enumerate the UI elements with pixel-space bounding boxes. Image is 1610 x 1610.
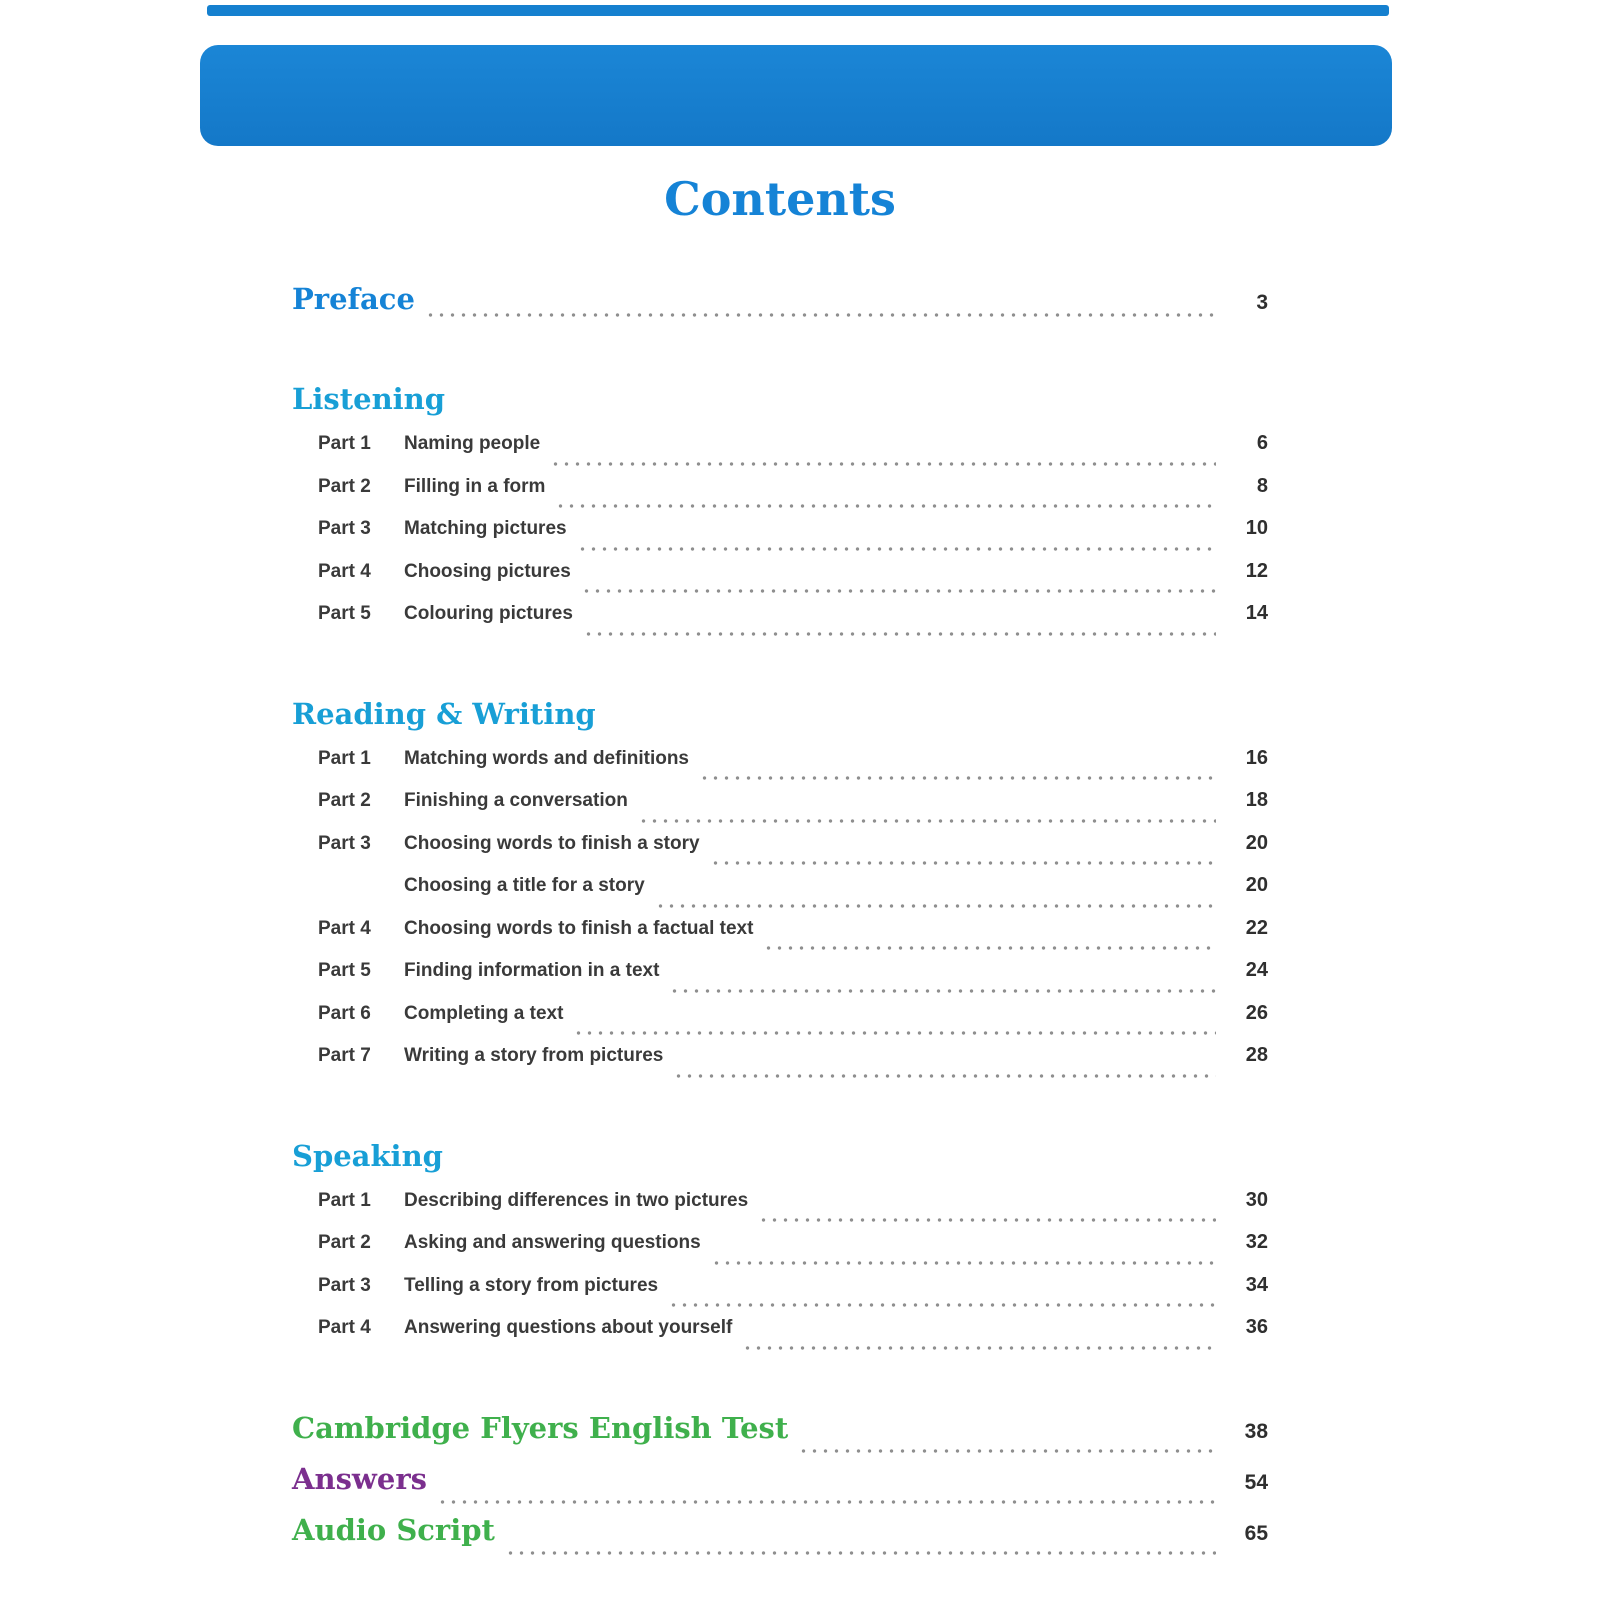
dot-leader <box>763 944 1216 952</box>
section-heading: Reading & Writing <box>292 696 596 731</box>
page-number: 22 <box>1245 916 1268 939</box>
part-label: Part 3 <box>318 832 371 854</box>
toc-row <box>318 789 1268 832</box>
item-title: Choosing a title for a story <box>404 875 645 896</box>
part-label: Part 2 <box>318 475 371 497</box>
page-number: 26 <box>1245 1001 1268 1024</box>
section-items <box>292 432 1268 645</box>
part-label: Part 6 <box>318 1002 371 1024</box>
item-title: Filling in a form <box>404 475 546 497</box>
dot-leader <box>437 1498 1216 1506</box>
dot-leader <box>550 460 1216 468</box>
dot-leader <box>742 1344 1216 1352</box>
dot-leader <box>638 817 1216 825</box>
item-title: Matching words and definitions <box>404 747 689 769</box>
page-number: 8 <box>1256 474 1268 497</box>
toc-row <box>318 602 1268 645</box>
item-title: Writing a story from pictures <box>404 1045 664 1066</box>
section-heading: Speaking <box>292 1138 443 1173</box>
part-label: Part 2 <box>318 790 371 811</box>
dot-leader <box>699 774 1216 782</box>
dot-leader <box>669 987 1216 995</box>
item-title: Colouring pictures <box>404 603 573 624</box>
toc-sections <box>292 382 1268 1359</box>
dot-leader <box>758 1216 1216 1224</box>
dot-leader <box>555 502 1216 510</box>
part-label: Part 1 <box>318 433 371 454</box>
dot-leader <box>655 902 1216 910</box>
item-title: Telling a story from pictures <box>404 1274 659 1296</box>
toc-row <box>318 747 1268 790</box>
part-label: Part 3 <box>318 518 371 539</box>
page-number: 30 <box>1245 1188 1268 1211</box>
dot-leader <box>577 545 1216 553</box>
toc-section <box>292 382 1268 645</box>
toc-content <box>292 0 1268 1564</box>
page-number: 18 <box>1245 789 1268 811</box>
page-number: 38 <box>1244 1419 1268 1443</box>
entry-label: Answers <box>292 1461 427 1496</box>
toc-row <box>318 874 1268 917</box>
dot-leader <box>673 1072 1216 1080</box>
page-number: 34 <box>1245 1273 1268 1296</box>
item-title: Naming people <box>404 433 541 454</box>
page-number: 10 <box>1245 517 1268 539</box>
end-entries <box>292 1411 1268 1564</box>
section-items <box>292 1189 1268 1359</box>
dot-leader <box>581 587 1216 595</box>
part-label: Part 5 <box>318 960 371 981</box>
page-number: 24 <box>1245 959 1268 981</box>
page-number: 65 <box>1244 1521 1268 1545</box>
toc-major-row <box>292 282 1268 326</box>
toc-row <box>318 432 1268 475</box>
toc-row <box>318 832 1268 875</box>
item-title: Asking and answering questions <box>404 1232 701 1253</box>
dot-leader <box>710 859 1216 867</box>
page-title: Contents <box>664 172 896 226</box>
item-title: Describing differences in two pictures <box>404 1189 749 1211</box>
page-number: 16 <box>1245 746 1268 769</box>
toc-row <box>318 517 1268 560</box>
page-number: 20 <box>1245 874 1268 896</box>
toc-row <box>318 1189 1268 1232</box>
item-title: Completing a text <box>404 1002 564 1024</box>
page-number: 6 <box>1256 432 1268 454</box>
part-label: Part 5 <box>318 603 371 624</box>
toc-row <box>318 475 1268 518</box>
dot-leader <box>668 1301 1216 1309</box>
toc-row <box>318 1231 1268 1274</box>
part-label: Part 1 <box>318 747 371 769</box>
dot-leader <box>583 630 1216 638</box>
page-number: 32 <box>1245 1231 1268 1253</box>
toc-major-row <box>292 1513 1268 1564</box>
page-number: 54 <box>1244 1470 1268 1494</box>
part-label: Part 3 <box>318 1274 371 1296</box>
toc-row <box>318 1044 1268 1087</box>
part-label: Part 7 <box>318 1045 371 1066</box>
dot-leader <box>711 1259 1216 1267</box>
page-number: 12 <box>1245 559 1268 582</box>
item-title: Answering questions about yourself <box>404 1317 733 1338</box>
dot-leader <box>425 311 1216 319</box>
entry-label: Preface <box>292 282 415 316</box>
page-number: 14 <box>1245 602 1268 624</box>
item-title: Matching pictures <box>404 518 567 539</box>
toc-row <box>318 917 1268 960</box>
part-label: Part 1 <box>318 1189 371 1211</box>
toc-row <box>318 1002 1268 1045</box>
part-label: Part 2 <box>318 1232 371 1253</box>
part-label: Part 4 <box>318 1317 371 1338</box>
toc-major-row <box>292 1462 1268 1513</box>
page-number: 3 <box>1256 291 1268 314</box>
page-number: 20 <box>1245 831 1268 854</box>
preface-row-slot <box>292 282 1268 326</box>
section-items <box>292 747 1268 1087</box>
dot-leader <box>573 1029 1216 1037</box>
toc-row <box>318 1316 1268 1359</box>
toc-section <box>292 1139 1268 1359</box>
item-title: Finishing a conversation <box>404 790 628 811</box>
item-title: Choosing words to finish a story <box>404 832 700 854</box>
entry-label: Cambridge Flyers English Test <box>292 1410 789 1445</box>
section-heading: Listening <box>292 382 446 416</box>
toc-row <box>318 560 1268 603</box>
page-number: 36 <box>1245 1316 1268 1338</box>
toc-section <box>292 697 1268 1087</box>
part-label: Part 4 <box>318 560 371 582</box>
toc-row <box>318 959 1268 1002</box>
entry-label: Audio Script <box>292 1512 495 1547</box>
page-number: 28 <box>1245 1044 1268 1066</box>
item-title: Choosing pictures <box>404 560 571 582</box>
part-label: Part 4 <box>318 917 371 939</box>
toc-row <box>318 1274 1268 1317</box>
item-title: Choosing words to finish a factual text <box>404 917 754 939</box>
dot-leader <box>798 1447 1216 1455</box>
dot-leader <box>505 1549 1216 1557</box>
item-title: Finding information in a text <box>404 960 660 981</box>
toc-major-row <box>292 1411 1268 1462</box>
